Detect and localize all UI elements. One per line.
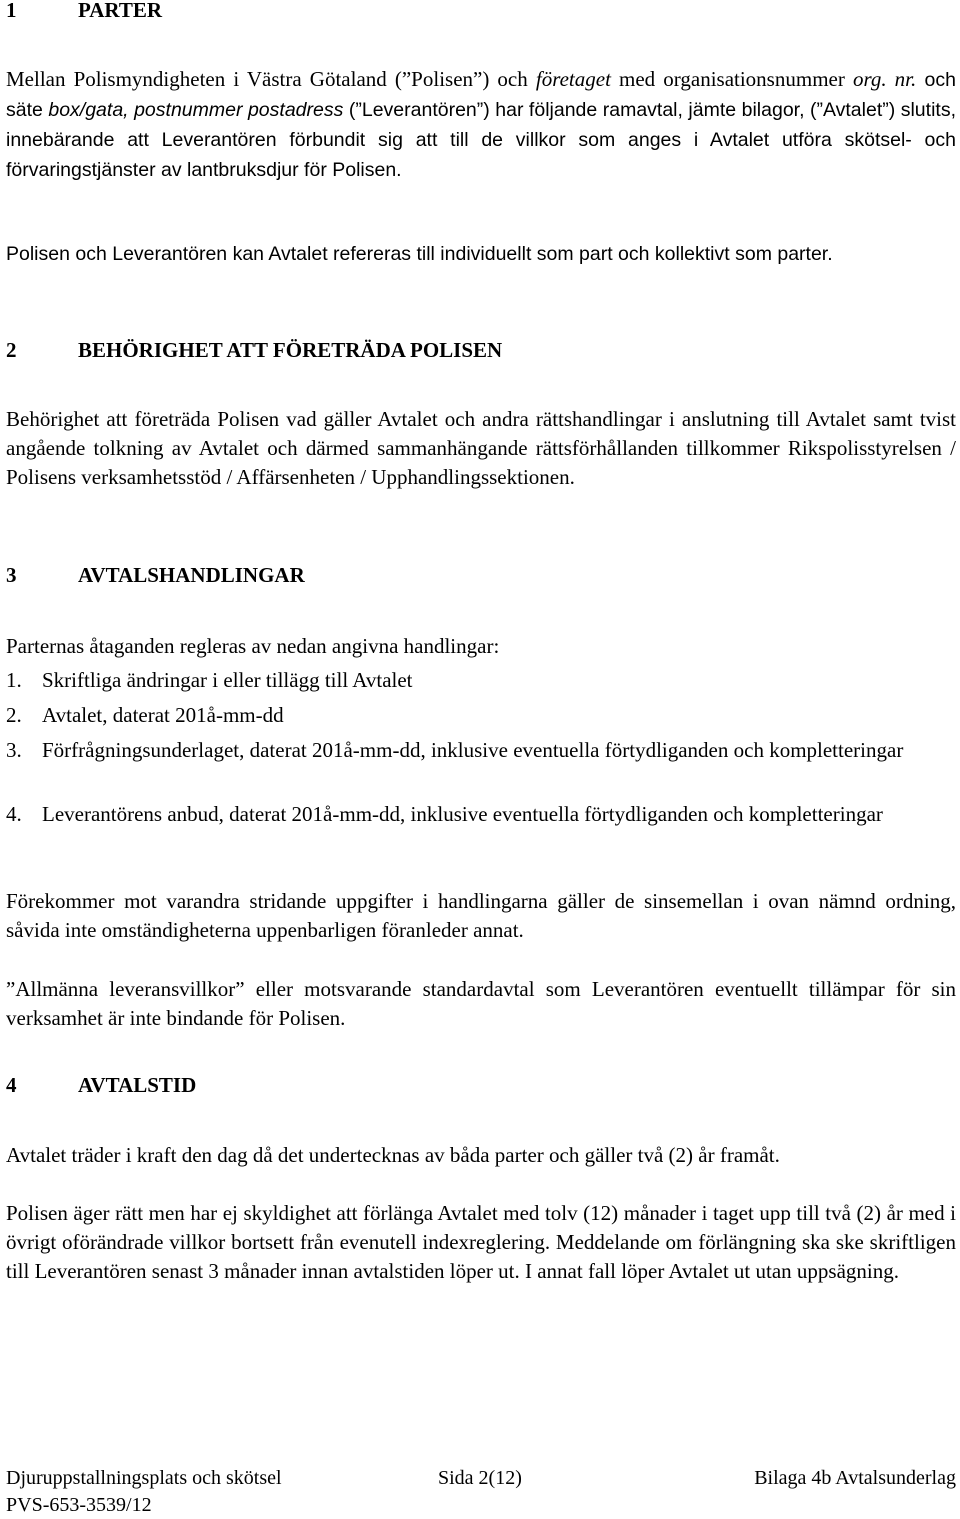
list-item	[6, 666, 956, 701]
footer-reference-number: PVS-653-3539/12	[6, 1494, 152, 1516]
section-title: PARTER	[78, 0, 163, 22]
section-number: 3	[6, 563, 17, 587]
section-number: 1	[6, 0, 17, 22]
footer-page-number: Sida 2(12)	[438, 1467, 522, 1489]
list-item	[6, 701, 956, 736]
section-3-paragraph-2: Förekommer mot varandra stridande uppgifter i handlingarna gäller de sinsemellan i ovan nämnd ordning, såvida inte omständigheterna uppenbarligen föranleder annat.	[6, 889, 956, 942]
para-text: Mellan Polismyndigheten i Västra Götaland (”Polisen”) och	[6, 67, 536, 91]
para-italic: box/gata, postnummer postadress	[48, 99, 344, 121]
section-number: 4	[6, 1073, 17, 1097]
list-number: 1.	[6, 668, 22, 692]
footer-row	[6, 1465, 956, 1492]
para-italic: org. nr.	[852, 67, 917, 91]
footer-row	[6, 1492, 956, 1519]
section-title: AVTALSTID	[78, 1073, 197, 1097]
list-number: 3.	[6, 738, 22, 762]
section-3-heading	[6, 561, 956, 590]
list-item	[6, 800, 956, 829]
section-3-intro: Parternas åtaganden regleras av nedan angivna handlingar:	[6, 634, 500, 658]
list-number: 2.	[6, 703, 22, 727]
section-4-paragraph-1: Avtalet träder i kraft den dag då det undertecknas av båda parter och gäller två (2) år framåt.	[6, 1143, 780, 1167]
list-text: Skriftliga ändringar i eller tillägg till Avtalet	[42, 668, 413, 692]
section-1-paragraph-2: Polisen och Leverantören kan Avtalet refereras till individuellt som part och kollektivt som parter.	[6, 243, 833, 265]
list-text: Avtalet, daterat 201å-mm-dd	[42, 703, 284, 727]
list-item	[6, 736, 956, 800]
para-italic: företaget	[535, 67, 611, 91]
section-4-paragraph-2: Polisen äger rätt men har ej skyldighet att förlänga Avtalet med tolv (12) månader i taget upp till två (2) år med i övrigt oförändrade villkor bortsett från evenutell indexreglering. Meddelande om förlängning ska ske skriftligen till Leverantören senast 3 månader innan avtalstiden löper ut. I annat fall löper Avtalet ut utan uppsägning.	[6, 1201, 956, 1283]
section-number: 2	[6, 338, 17, 362]
para-text: (”Leverantören”) har följande ramavtal, jämte bilagor, (”Avtalet”) slutits, innebärande att Leverantören förbundit sig att till de villkor som anges i Avtalet utföra skötsel- och förvaringstjänster av lantbruksdjur för Polisen.	[6, 99, 956, 181]
para-text: med organisationsnummer	[610, 67, 853, 91]
section-title: AVTALSHANDLINGAR	[78, 563, 305, 587]
section-1-heading	[6, 0, 956, 25]
section-4-heading	[6, 1071, 956, 1100]
section-2-paragraph-1: Behörighet att företräda Polisen vad gäller Avtalet och andra rättshandlingar i anslutning till Avtalet samt tvist angående tolkning av Avtalet och därmed sammanhängande rättsförhållanden tillkommer Rikspolisstyrelsen / Polisens verksamhetsstöd / Affärsenheten / Upphandlingssektionen.	[6, 407, 956, 489]
footer-attachment-label: Bilaga 4b Avtalsunderlag	[754, 1467, 956, 1489]
list-text: Förfrågningsunderlaget, daterat 201å-mm-dd, inklusive eventuella förtydliganden och kompletteringar	[42, 738, 904, 762]
list-number: 4.	[6, 802, 22, 826]
footer-document-title: Djuruppstallningsplats och skötsel	[6, 1467, 282, 1489]
list-text: Leverantörens anbud, daterat 201å-mm-dd, inklusive eventuella förtydliganden och kompletteringar	[42, 802, 883, 826]
page-footer	[6, 1465, 956, 1519]
document-list	[6, 666, 956, 829]
section-2-heading	[6, 336, 956, 365]
section-3-paragraph-3: ”Allmänna leveransvillkor” eller motsvarande standardavtal som Leverantören eventuellt tillämpar för sin verksamhet är inte bindande för Polisen.	[6, 977, 956, 1030]
section-title: BEHÖRIGHET ATT FÖRETRÄDA POLISEN	[78, 338, 503, 362]
section-1-paragraph-1	[6, 65, 956, 185]
para-text: och säte	[6, 69, 956, 121]
